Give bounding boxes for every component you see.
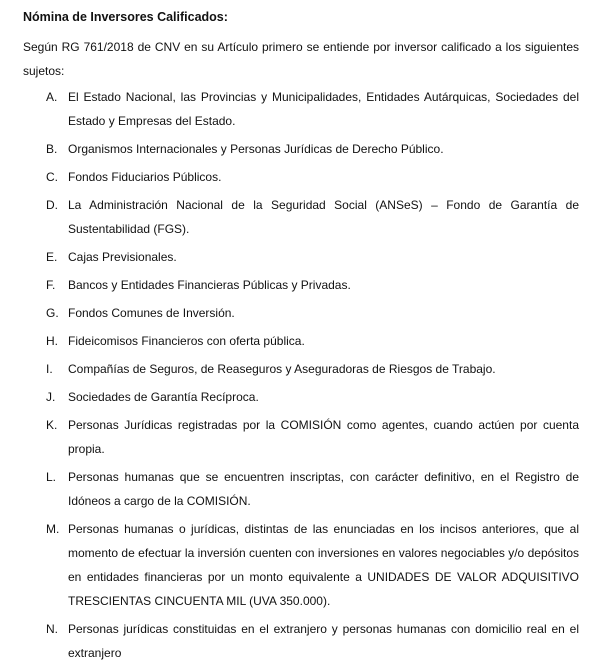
list-item-letter: I. — [46, 362, 53, 376]
investor-list — [23, 85, 579, 665]
list-item-letter: D. — [46, 198, 58, 212]
list-item-text: Personas humanas que se encuentren inscriptas, con carácter definitivo, en el Registro de Idóneos a cargo de la COMISIÓN. — [68, 470, 579, 508]
list-item-text: Cajas Previsionales. — [68, 250, 177, 264]
list-item-text: Fondos Comunes de Inversión. — [68, 306, 235, 320]
document-title: Nómina de Inversores Calificados: — [23, 10, 228, 24]
list-item-text: Fondos Fiduciarios Públicos. — [68, 170, 222, 184]
list-item-text: Bancos y Entidades Financieras Públicas y Privadas. — [68, 278, 351, 292]
list-item-text: Personas Jurídicas registradas por la COMISIÓN como agentes, cuando actúen por cuenta propia. — [68, 418, 579, 456]
list-item-letter: C. — [46, 170, 58, 184]
list-item-letter: G. — [46, 306, 59, 320]
list-item-text: Organismos Internacionales y Personas Jurídicas de Derecho Público. — [68, 142, 444, 156]
list-item-g — [23, 301, 579, 325]
list-item-letter: L. — [46, 470, 57, 484]
list-item-letter: B. — [46, 142, 58, 156]
list-item-letter: F. — [46, 278, 56, 292]
list-item-n — [23, 617, 579, 665]
list-item-c — [23, 165, 579, 189]
list-item-text: El Estado Nacional, las Provincias y Municipalidades, Entidades Autárquicas, Sociedades del Estado y Empresas del Estado. — [68, 90, 579, 128]
list-item-letter: E. — [46, 250, 58, 264]
list-item-letter: N. — [46, 622, 58, 636]
list-item-letter: J. — [46, 390, 56, 404]
list-item-letter: M. — [46, 522, 60, 536]
list-item-m — [23, 517, 579, 613]
list-item-i — [23, 357, 579, 381]
list-item-l — [23, 465, 579, 513]
list-item-f — [23, 273, 579, 297]
list-item-k — [23, 413, 579, 461]
list-item-text: Compañías de Seguros, de Reaseguros y Aseguradoras de Riesgos de Trabajo. — [68, 362, 496, 376]
list-item-text: Personas humanas o jurídicas, distintas de las enunciadas en los incisos anteriores, que al momento de efectuar la inversión cuenten con inversiones en valores negociables y/o depósitos en entidades financieras por un monto equivalente a UNIDADES DE VALOR ADQUISITIVO TRESCIENTAS CINCUENTA MIL (UVA 350.000). — [68, 522, 579, 608]
list-item-text: Fideicomisos Financieros con oferta pública. — [68, 334, 305, 348]
intro-paragraph: Según RG 761/2018 de CNV en su Artículo primero se entiende por inversor calificado a los siguientes sujetos: — [23, 40, 579, 78]
list-item-letter: A. — [46, 90, 58, 104]
list-item-letter: H. — [46, 334, 58, 348]
list-item-text: Personas jurídicas constituidas en el extranjero y personas humanas con domicilio real en el extranjero — [68, 622, 579, 660]
list-item-b — [23, 137, 579, 161]
list-item-j — [23, 385, 579, 409]
list-item-text: Sociedades de Garantía Recíproca. — [68, 390, 259, 404]
list-item-d — [23, 193, 579, 241]
list-item-h — [23, 329, 579, 353]
list-item-e — [23, 245, 579, 269]
list-item-letter: K. — [46, 418, 58, 432]
list-item-a — [23, 85, 579, 133]
list-item-text: La Administración Nacional de la Seguridad Social (ANSeS) – Fondo de Garantía de Sustentabilidad (FGS). — [68, 198, 579, 236]
